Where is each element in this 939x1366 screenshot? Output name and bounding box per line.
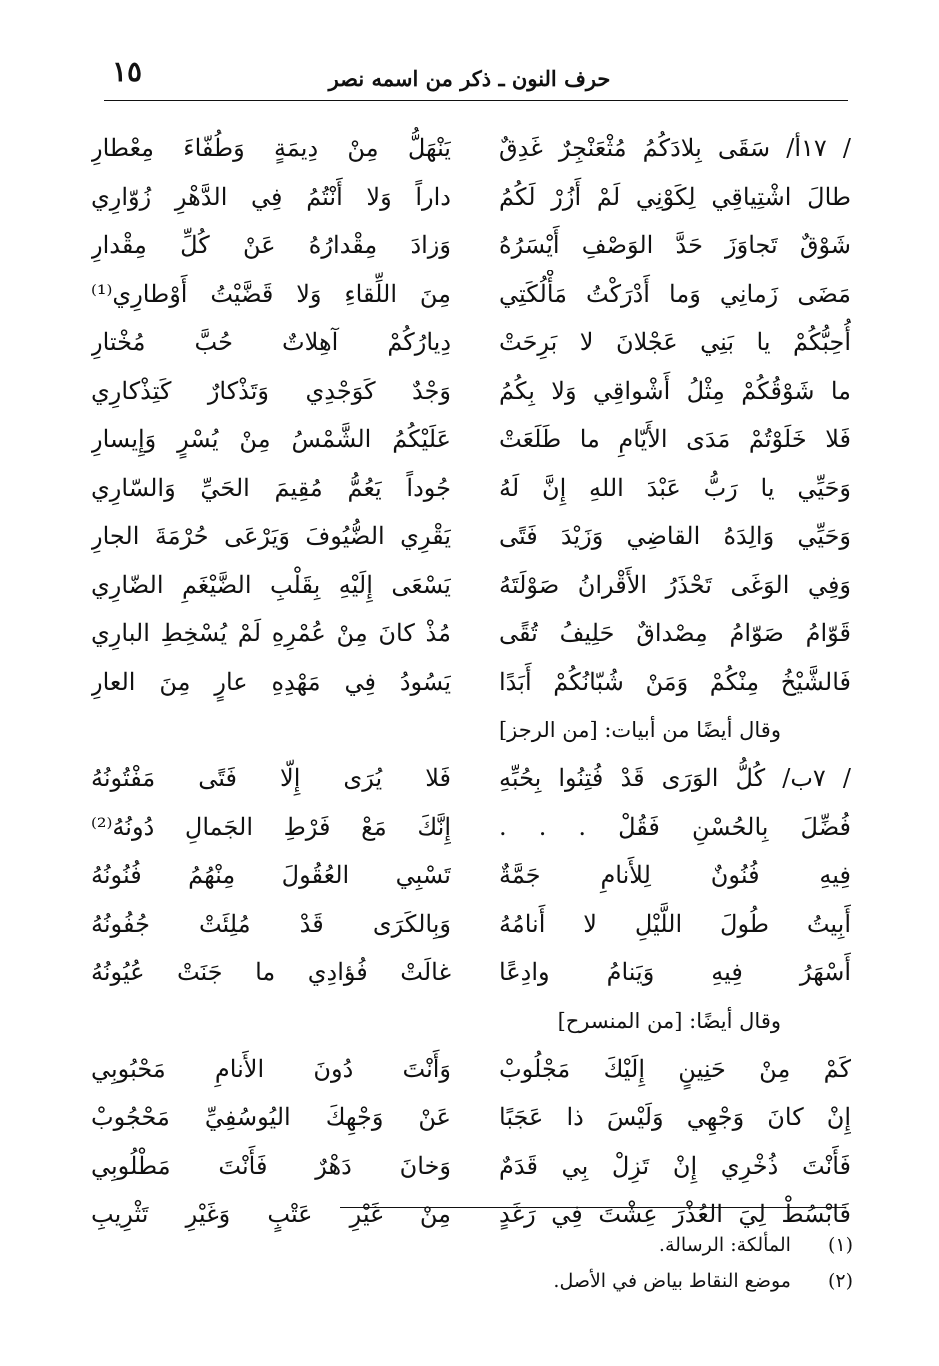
verse-line: وَحَيِّي يا رَبُّ عَبْدَ اللهِ إِنَّ لَهُ (499, 473, 851, 502)
footnote-text: موضع النقاط بياض في الأصل. (553, 1270, 791, 1292)
spacer (91, 706, 451, 754)
verse-line: فُضِّلَ بِالحُسْنِ فَقُلْ . . . (499, 812, 851, 841)
footnote-item (553, 1263, 853, 1299)
verse-line: أَبِيتُ طُولَ اللَّيْلِ لا أَنامُهُ (499, 909, 851, 938)
verse-line: داراً وَلا أَنْتُمُ فِي الدَّهْرِ زُوّارِي (91, 182, 451, 211)
verse-line: فَالشَّيْخُ مِنْكُمْ وَمَنْ شُبّانُكُمْ أَبَدًا (499, 667, 851, 696)
verse-line: قَوّامُ صَوّامُ مِصْداقٌ حَلِيفُ تُقًى (499, 619, 851, 647)
spacer (91, 997, 451, 1045)
verse-line: وَزادَ مِقْدارُهُ عَنْ كُلِّ مِقْدارِ (91, 231, 451, 259)
verse-line: مِنَ اللِّقاءِ وَلا قَضَّيْتُ أَوْطارِي⁽¹⁾ (91, 279, 451, 308)
left-column (91, 124, 451, 1239)
verse-line: وَخانَ دَهْرٌ فَأَنْتَ مَطْلُوبِي (91, 1151, 451, 1180)
verse-line: فَابْسُطْ لِيَ العُذْرَ عِشْتَ فِي رَغَدٍ (499, 1200, 851, 1228)
verse-block-2 (91, 754, 451, 997)
verse-line: يَسْعَى إِلَيْهِ بِقَلْبِ الضَّيْغَمِ الضّارِي (91, 570, 451, 599)
verse-line: إِنَّكَ مَعْ فَرْطِ الجَمالِ دُونُهُ⁽²⁾ (91, 812, 451, 841)
footnote-number: (٢) (827, 1270, 853, 1292)
verse-line: وَحَيِّي وَالِدَهُ القاضِي وَزَيْدَ فَتًى (499, 522, 851, 550)
verse-line: يَنْهَلُّ مِنْ دِيمَةٍ وَطُفّاءَ مِعْطارِ (91, 134, 451, 162)
verse-block-3 (499, 1045, 851, 1239)
verse-line: وَجْدٌ كَوَجْدِي وَتَذْكارٌ كَتِذْكارِي (91, 376, 451, 405)
verse-line: جُوداً يَعُمُّ مُقِيمَ الحَيِّ وَالسّارِي (91, 473, 451, 502)
verse-line: أُحِبُّكُمْ يا بَنِي عَجْلانَ لا بَرِحَتْ (499, 328, 851, 356)
verse-line: / ١٧أ/ سَقَى بِلادَكُمُ مُثْعَنْجِرٌ غَدِقٌ (499, 134, 851, 162)
right-column (499, 124, 851, 1239)
verse-line: إِنْ كانَ وَجْهِي وَلَيْسَ ذا عَجَبًا (499, 1103, 851, 1131)
verse-line: مِنْ غَيْرِ عَتْبٍ وَغَيْرِ تَثْرِيبِ (91, 1200, 451, 1228)
verse-line: فَلا خَلَوْتُمْ مَدَى الأَيّامِ ما طَلَعَتْ (499, 425, 851, 453)
running-head: حرف النون ـ ذكر من اسمه نصر (328, 66, 611, 91)
verse-line: تَسْبِي العُقُولَ مِنْهُمُ فُنُونُهُ (91, 861, 451, 889)
footnote-text: المألكة: الرسالة. (658, 1234, 791, 1256)
page-number: ١٥ (112, 55, 143, 88)
verse-block-3 (91, 1045, 451, 1239)
verse-block-1 (91, 124, 451, 706)
poem-intro: وقال أيضًا: [من المنسرح] (557, 1008, 781, 1033)
verse-line: وَبِالكَرَى قَدْ مُلِئَتْ جُفُونُهُ (91, 909, 451, 938)
verse-line: أَسْهَرُ فِيهِ وَيَنامُ وادِعًا (499, 958, 851, 986)
header-rule (104, 100, 848, 101)
verse-line: غالَتْ فُؤادِي ما جَنَتْ عُيُونُهُ (91, 958, 451, 986)
verse-line: طالَ اشْتِياقِي لِكَوْنِي لَمْ أَزُرْ لَكُمُ (499, 182, 851, 211)
verse-line: ما شَوْقُكُمْ مِثْلُ أَشْواقِي وَلا بِكُمُ (499, 376, 851, 405)
verse-line: عَنْ وَجْهِكَ اليُوسُفِيِّ مَحْجُوبْ (91, 1103, 451, 1131)
verse-line: كَمْ مِنْ حَنِينٍ إِلَيْكَ مَجْلُوبْ (499, 1054, 851, 1083)
verse-line: يَقْرِي الضُّيُوفَ وَيَرْعَى حُرْمَةَ الجارِ (91, 522, 451, 550)
verse-line: فَأَنْتَ ذُخْرِي إِنْ تَزِلْ بِي قَدَمٌ (499, 1151, 851, 1180)
footnote-number: (١) (827, 1234, 853, 1256)
footnote-rule (340, 1207, 846, 1208)
verse-line: فَلا يُرَى إِلّا فَتًى مَفْتُونُهُ (91, 764, 451, 792)
footnotes (553, 1227, 853, 1299)
verse-line: مَضَى زَمانِي وَما أَدْرَكْتُ مَأْلُكَتِي (499, 279, 851, 308)
verse-block-2 (499, 754, 851, 997)
verse-line: شَوْقٌ تَجاوَزَ حَدَّ الوَصْفِ أَيْسَرُهُ (499, 231, 851, 259)
footnote-item (553, 1227, 853, 1263)
verse-line: فِيهِ فُنُونٌ لِلأَنامِ جَمَّةٌ (499, 861, 851, 889)
verse-line: يَسُودُ فِي مَهْدِهِ عارٍ مِنَ العارِ (91, 667, 451, 696)
verse-line: دِيارُكُمْ آهِلاتٌ حُبَّ مُخْتارِ (91, 328, 451, 356)
verse-line: عَلَيْكُمُ الشَّمْسُ مِنْ يُسْرٍ وَإِيسارِ (91, 425, 451, 453)
verse-line: مُذْ كانَ مِنْ عُمْرِهِ لَمْ يُسْخِطِ البارِي (91, 619, 451, 647)
verse-line: وَأَنْتَ دُونَ الأَنامِ مَحْبُوبِي (91, 1054, 451, 1083)
verse-line: وَفِي الوَغَى تَحْذَرُ الأَقْرانُ صَوْلَتَهُ (499, 570, 851, 599)
poem-intro: وقال أيضًا من أبيات: [من الرجز] (498, 718, 781, 742)
verse-block-1 (499, 124, 851, 706)
verse-line: / ٧ب/ كُلُّ الوَرَى قَدْ فُتِنُوا بِحُبِّهِ (499, 764, 851, 792)
